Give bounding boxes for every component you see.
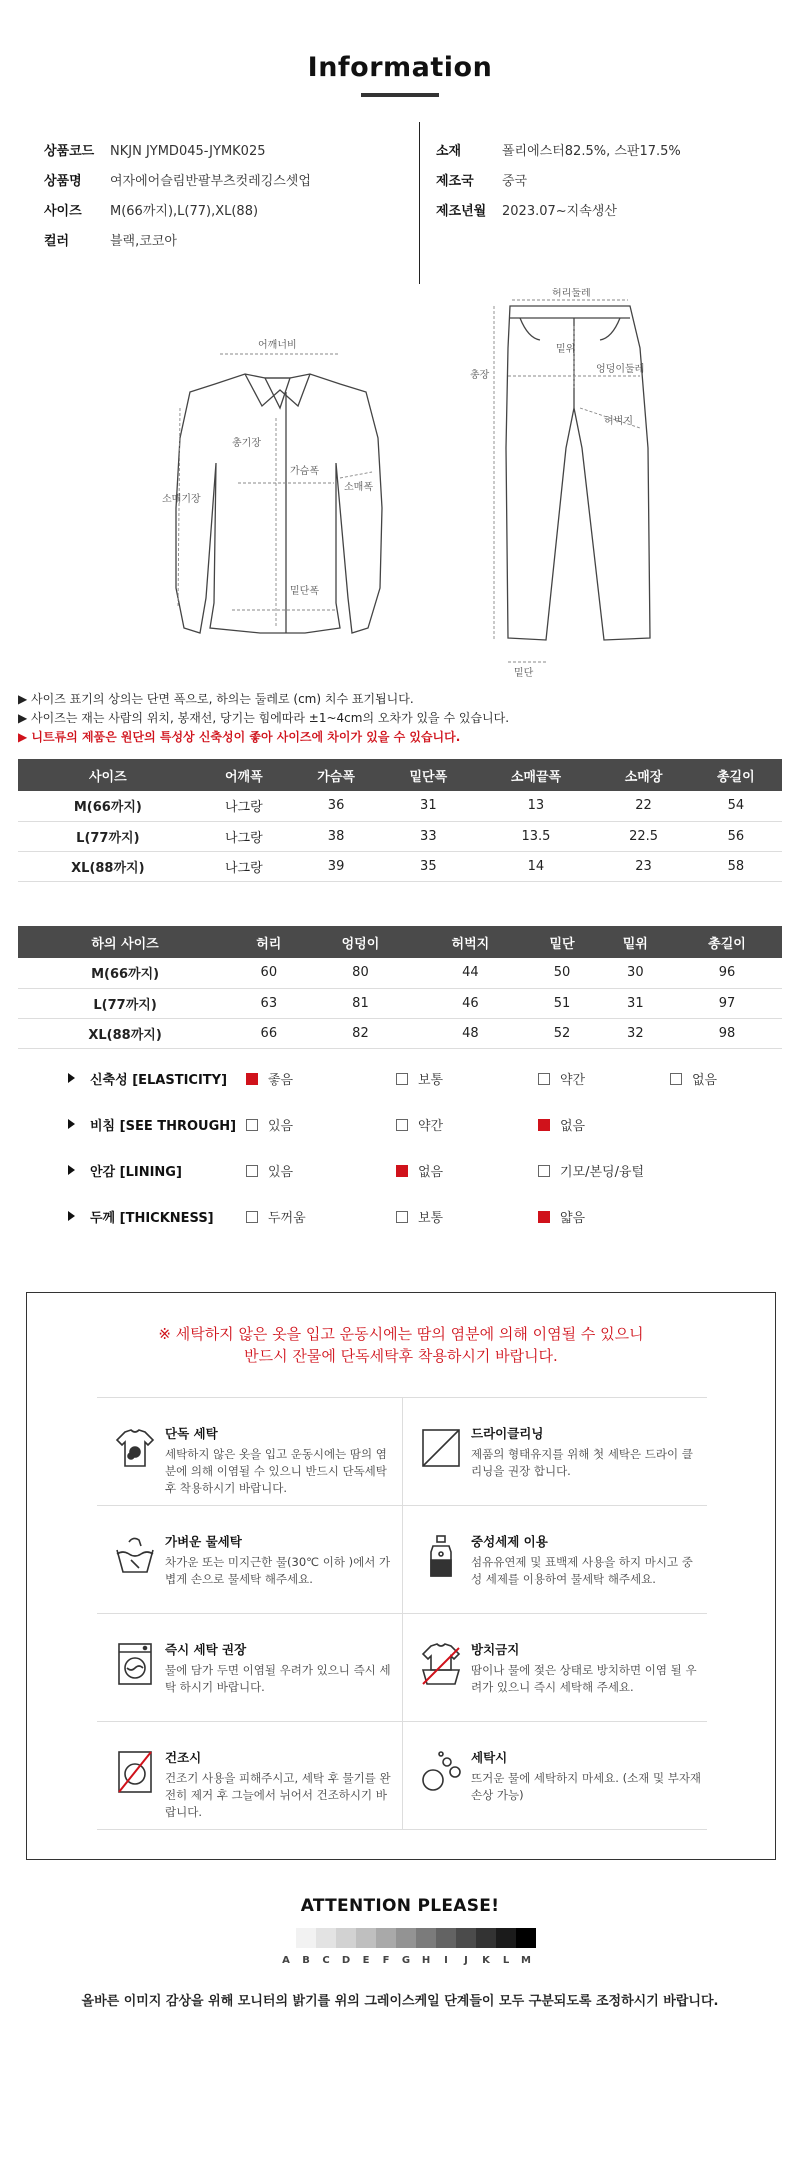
checkbox-checked [538, 1119, 550, 1131]
table-header: 소매장 [597, 759, 689, 791]
option-label: 기모/본딩/융털 [560, 1165, 645, 1180]
washing-machine-icon [111, 1640, 159, 1688]
care-item [97, 1398, 402, 1506]
table-header: 어깨폭 [198, 759, 290, 791]
table-header: 허리 [232, 926, 305, 958]
table-cell: 나그랑 [198, 851, 290, 881]
attr-option [246, 1161, 293, 1180]
table-header: 총길이 [690, 759, 782, 791]
care-item-desc: 뜨거운 물에 세탁하지 마세요. (소재 및 부자재 손상 가능) [471, 1771, 702, 1802]
table-cell: 66 [232, 1018, 305, 1048]
grayscale-swatch [456, 1928, 476, 1948]
label-thigh: 허벅지 [604, 416, 633, 427]
grayscale-swatch [276, 1928, 296, 1948]
care-item-desc: 세탁하지 않은 옷을 입고 운동시에는 땀의 염분에 의해 이염될 수 있으니 반드시 단독세탁후 착용하시기 바랍니다. [165, 1447, 387, 1495]
table-header: 엉덩이 [305, 926, 415, 958]
grayscale-swatch [336, 1928, 356, 1948]
checkbox-unchecked [396, 1119, 408, 1131]
info-key: 상품명 [44, 174, 82, 189]
table-header: 허벅지 [415, 926, 525, 958]
option-label: 두꺼움 [268, 1211, 306, 1226]
table-header: 소매끝폭 [474, 759, 597, 791]
info-value: 2023.07~지속생산 [502, 204, 617, 219]
dry-clean-icon [417, 1424, 465, 1472]
no-leave-icon [417, 1640, 465, 1688]
table-cell: 48 [415, 1018, 525, 1048]
info-value: 여자에어슬림반팔부츠컷레깅스셋업 [110, 174, 311, 189]
note-line: ▶ 사이즈는 재는 사람의 위치, 봉재선, 당기는 힘에따라 ±1~4cm의 오차가 있을 수 있습니다. [18, 711, 510, 725]
top-garment-drawing [176, 374, 382, 633]
grayscale-letter: B [302, 1955, 310, 1966]
info-value: M(66까지),L(77),XL(88) [110, 204, 259, 219]
care-grid [97, 1397, 707, 1819]
attention-title: ATTENTION PLEASE! [300, 1896, 500, 1916]
option-label: 좋음 [268, 1073, 294, 1088]
care-item-desc: 제품의 형태유지를 위해 첫 세탁은 드라이 클리닝을 권장 합니다. [471, 1447, 693, 1478]
table-cell: M(66까지) [18, 958, 232, 988]
info-key: 사이즈 [44, 204, 82, 219]
attr-label: 비침 [SEE THROUGH] [90, 1119, 237, 1134]
grayscale-swatch [316, 1928, 336, 1948]
detergent-icon [417, 1532, 465, 1580]
grayscale-letter: L [502, 1955, 510, 1966]
size-notes [18, 690, 788, 747]
care-warning-line: ※ 세탁하지 않은 옷을 입고 운동시에는 땀의 염분에 의해 이염될 수 있으니 [158, 1325, 644, 1343]
table-cell: L(77까지) [18, 988, 232, 1018]
care-item-name: 방치금지 [471, 1642, 520, 1657]
table-cell: 13.5 [474, 821, 597, 851]
bottom-size-table [18, 926, 782, 1049]
care-item-name: 단독 세탁 [165, 1426, 218, 1441]
table-cell: 46 [415, 988, 525, 1018]
attr-option [538, 1069, 585, 1088]
grayscale-letter: M [521, 1955, 531, 1966]
care-item-desc: 건조기 사용을 피해주시고, 세탁 후 물기를 완전히 제거 후 그늘에서 뉘어서 건조하시기 바랍니다. [165, 1771, 391, 1819]
grayscale-swatch [436, 1928, 456, 1948]
arrow-right-icon [68, 1073, 75, 1083]
grayscale-letter: E [362, 1955, 370, 1966]
option-label: 얇음 [560, 1211, 586, 1226]
grayscale-swatch [496, 1928, 516, 1948]
info-row-code [44, 142, 404, 172]
table-cell: 22.5 [597, 821, 689, 851]
attr-row-lining [0, 1158, 800, 1188]
attr-label: 신축성 [ELASTICITY] [90, 1073, 228, 1088]
label-waist: 허리둘레 [552, 288, 591, 299]
care-warning-line: 반드시 잔물에 단독세탁후 착용하시기 바랍니다. [244, 1347, 558, 1365]
info-key: 소재 [436, 144, 462, 159]
info-row-color [44, 232, 404, 262]
page-title: Information [307, 52, 493, 83]
checkbox-unchecked [246, 1165, 258, 1177]
single-wash-icon [111, 1424, 159, 1472]
arrow-right-icon [68, 1211, 75, 1221]
label-chest: 가슴폭 [290, 466, 319, 477]
info-value: 중국 [502, 174, 528, 189]
table-cell: 58 [690, 851, 782, 881]
checkbox-unchecked [396, 1073, 408, 1085]
info-key: 제조국 [436, 174, 474, 189]
table-cell: 54 [690, 791, 782, 821]
grayscale-letter: J [464, 1955, 468, 1966]
grayscale-letter: C [322, 1955, 330, 1966]
table-cell: 96 [672, 958, 782, 988]
care-item-name: 세탁시 [471, 1750, 508, 1765]
attr-option [538, 1161, 644, 1180]
label-shoulder: 어깨너비 [258, 340, 297, 351]
option-label: 없음 [418, 1165, 444, 1180]
arrow-right-icon [68, 1165, 75, 1175]
option-label: 보통 [418, 1211, 444, 1226]
info-key: 제조년월 [436, 204, 487, 219]
table-header: 하의 사이즈 [18, 926, 232, 958]
care-item-name: 즉시 세탁 권장 [165, 1642, 247, 1657]
attr-row-thickness [0, 1204, 800, 1234]
product-info-right [436, 142, 776, 232]
checkbox-unchecked [396, 1211, 408, 1223]
info-key: 상품코드 [44, 144, 95, 159]
care-item-desc: 땀이나 물에 젖은 상태로 방치하면 이염 될 우려가 있으니 즉시 세탁해 주세요. [471, 1663, 697, 1694]
info-row-material [436, 142, 776, 172]
grayscale-letter: F [382, 1955, 390, 1966]
grayscale-letter: H [421, 1955, 431, 1966]
attr-row-see-through [0, 1112, 800, 1142]
grayscale-letter: D [341, 1955, 351, 1966]
attr-option [670, 1069, 717, 1088]
table-cell: 51 [525, 988, 598, 1018]
table-cell: 81 [305, 988, 415, 1018]
table-cell: 63 [232, 988, 305, 1018]
table-row [18, 958, 782, 988]
table-row [18, 988, 782, 1018]
grayscale-letter: I [444, 1955, 448, 1966]
grayscale-letter: A [282, 1955, 290, 1966]
table-header-row [18, 926, 782, 958]
table-cell: 56 [690, 821, 782, 851]
table-cell: 36 [290, 791, 382, 821]
checkbox-unchecked [538, 1073, 550, 1085]
table-header: 사이즈 [18, 759, 198, 791]
care-item [402, 1506, 707, 1614]
care-item [402, 1722, 707, 1830]
grayscale-letter: K [482, 1955, 490, 1966]
grayscale-letter: G [401, 1955, 411, 1966]
care-item [402, 1614, 707, 1722]
table-cell: 23 [597, 851, 689, 881]
checkbox-checked [396, 1165, 408, 1177]
table-cell: 98 [672, 1018, 782, 1048]
no-dryer-icon [111, 1748, 159, 1796]
attr-label: 안감 [LINING] [90, 1165, 182, 1180]
attr-label: 두께 [THICKNESS] [90, 1211, 214, 1226]
table-cell: 33 [382, 821, 474, 851]
table-cell: 32 [599, 1018, 672, 1048]
table-cell: 14 [474, 851, 597, 881]
care-item-desc: 섬유유연제 및 표백제 사용을 하지 마시고 중성 세제를 이용하여 물세탁 해주세요. [471, 1555, 693, 1586]
label-hem: 밑단폭 [290, 586, 319, 597]
attr-option [396, 1069, 443, 1088]
table-header-row [18, 759, 782, 791]
label-pants-hem: 밑단 [514, 668, 534, 678]
attr-option [538, 1207, 585, 1226]
label-rise: 밑위 [556, 344, 576, 355]
info-value: 폴리에스터82.5%, 스판17.5% [502, 144, 681, 159]
info-value: NKJN JYMD045-JYMK025 [110, 144, 266, 159]
note-line-warning: ▶ 니트류의 제품은 원단의 특성상 신축성이 좋아 사이즈에 차이가 있을 수 있습니다. [18, 730, 461, 744]
table-row [18, 1018, 782, 1048]
table-cell: M(66까지) [18, 791, 198, 821]
table-row [18, 851, 782, 881]
table-cell: 31 [599, 988, 672, 1018]
info-row-date [436, 202, 776, 232]
table-header: 밑단 [525, 926, 598, 958]
table-cell: XL(88까지) [18, 1018, 232, 1048]
grayscale-swatch [396, 1928, 416, 1948]
table-row [18, 821, 782, 851]
care-item [97, 1506, 402, 1614]
checkbox-unchecked [538, 1165, 550, 1177]
note-line: ▶ 사이즈 표기의 상의는 단면 폭으로, 하의는 둘레로 (cm) 치수 표기됩니다. [18, 692, 414, 706]
label-sleeve-width: 소매폭 [344, 482, 373, 493]
table-cell: 13 [474, 791, 597, 821]
attention-note: 올바른 이미지 감상을 위해 모니터의 밝기를 위의 그레이스케일 단계들이 모두 구분되도록 조정하시기 바랍니다. [81, 1994, 719, 2009]
grayscale-swatch [516, 1928, 536, 1948]
attr-option [246, 1207, 306, 1226]
arrow-right-icon [68, 1119, 75, 1129]
label-hip: 엉덩이둘레 [596, 364, 645, 375]
table-cell: 30 [599, 958, 672, 988]
attr-option [538, 1115, 585, 1134]
attr-option [246, 1115, 293, 1134]
option-label: 있음 [268, 1165, 294, 1180]
table-cell: 나그랑 [198, 791, 290, 821]
title-underline [361, 93, 439, 97]
checkbox-checked [246, 1073, 258, 1085]
care-item-desc: 차가운 또는 미지근한 물(30℃ 이하 )에서 가볍게 손으로 물세탁 해주세요. [165, 1555, 391, 1586]
attr-option [396, 1207, 443, 1226]
label-sleeve-length: 소매기장 [162, 494, 201, 505]
option-label: 약간 [560, 1073, 586, 1088]
grayscale-swatch [376, 1928, 396, 1948]
product-info-left [44, 142, 404, 262]
table-cell: 39 [290, 851, 382, 881]
label-total-length: 총기장 [232, 438, 261, 449]
table-cell: XL(88까지) [18, 851, 198, 881]
pants-drawing [506, 306, 650, 640]
option-label: 없음 [692, 1073, 718, 1088]
care-warning [27, 1323, 775, 1367]
top-size-table [18, 759, 782, 882]
info-row-size [44, 202, 404, 232]
gentle-wash-icon [111, 1532, 159, 1580]
care-item-desc: 물에 담가 두면 이염될 우려가 있으니 즉시 세탁 하시기 바랍니다. [165, 1663, 391, 1694]
checkbox-checked [538, 1211, 550, 1223]
checkbox-unchecked [670, 1073, 682, 1085]
care-item-name: 중성세제 이용 [471, 1534, 548, 1549]
size-diagrams [0, 288, 800, 678]
table-row [18, 791, 782, 821]
checkbox-unchecked [246, 1119, 258, 1131]
table-cell: 35 [382, 851, 474, 881]
table-header: 밑단폭 [382, 759, 474, 791]
care-item [402, 1398, 707, 1506]
table-cell: 80 [305, 958, 415, 988]
attr-option [396, 1115, 443, 1134]
grayscale-letters [276, 1955, 536, 1966]
table-cell: 52 [525, 1018, 598, 1048]
table-cell: 50 [525, 958, 598, 988]
table-header: 밑위 [599, 926, 672, 958]
care-item [97, 1614, 402, 1722]
info-divider [419, 122, 420, 284]
attr-row-elasticity [0, 1066, 800, 1096]
table-cell: 22 [597, 791, 689, 821]
label-pants-length: 총장 [470, 370, 490, 381]
grayscale-swatch [416, 1928, 436, 1948]
option-label: 있음 [268, 1119, 294, 1134]
table-cell: L(77까지) [18, 821, 198, 851]
table-cell: 나그랑 [198, 821, 290, 851]
care-item-name: 드라이클리닝 [471, 1426, 544, 1441]
info-key: 컬러 [44, 234, 70, 249]
table-cell: 82 [305, 1018, 415, 1048]
grayscale-swatch [356, 1928, 376, 1948]
grayscale-swatch [476, 1928, 496, 1948]
bubbles-icon [417, 1748, 465, 1796]
option-label: 없음 [560, 1119, 586, 1134]
info-row-origin [436, 172, 776, 202]
checkbox-unchecked [246, 1211, 258, 1223]
care-item [97, 1722, 402, 1830]
info-row-name [44, 172, 404, 202]
table-header: 총길이 [672, 926, 782, 958]
info-value: 블랙,코코아 [110, 234, 177, 249]
attr-option [396, 1161, 443, 1180]
table-cell: 38 [290, 821, 382, 851]
care-instructions [26, 1292, 776, 1860]
option-label: 보통 [418, 1073, 444, 1088]
grayscale-bar [276, 1928, 536, 1948]
grayscale-swatch [296, 1928, 316, 1948]
option-label: 약간 [418, 1119, 444, 1134]
table-cell: 97 [672, 988, 782, 1018]
care-item-name: 건조시 [165, 1750, 202, 1765]
table-cell: 31 [382, 791, 474, 821]
table-cell: 60 [232, 958, 305, 988]
table-header: 가슴폭 [290, 759, 382, 791]
attr-option [246, 1069, 293, 1088]
care-item-name: 가벼운 물세탁 [165, 1534, 242, 1549]
table-cell: 44 [415, 958, 525, 988]
